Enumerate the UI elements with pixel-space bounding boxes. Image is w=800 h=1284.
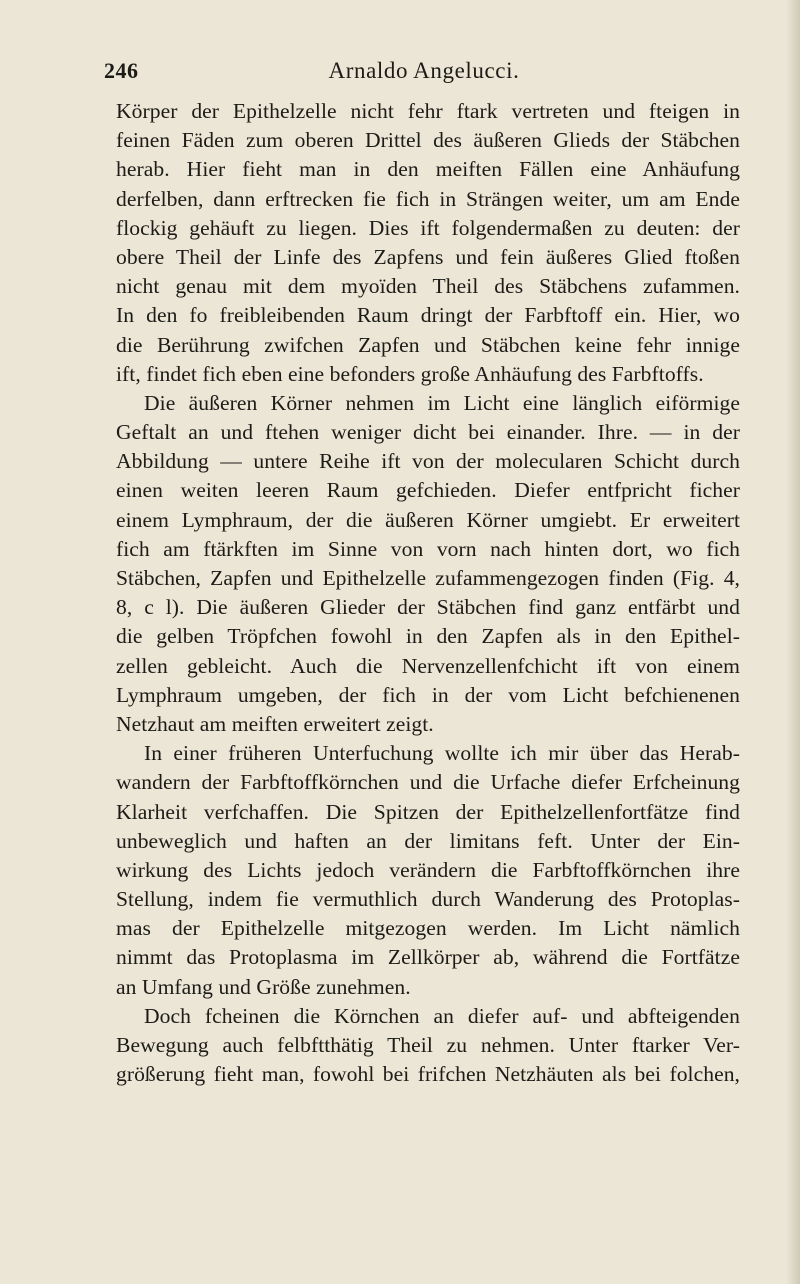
- text-line: zellen gebleicht. Auch die Nervenzellenfchicht ift von einem: [116, 653, 740, 678]
- text-line: wirkung des Lichts jedoch verändern die Farbftoffkörnchen ihre: [116, 857, 740, 882]
- text-line: einem Lymphraum, der die äußeren Körner umgiebt. Er erweitert: [116, 507, 740, 532]
- text-line: Stellung, indem fie vermuthlich durch Wanderung des Protoplas-: [116, 887, 740, 912]
- text-line: In einer früheren Unterfuchung wollte ich mir über das Herab-: [144, 741, 740, 766]
- text-line: an Umfang und Größe zunehmen.: [116, 974, 411, 999]
- body-text: [116, 97, 740, 1089]
- text-line: mas der Epithelzelle mitgezogen werden. Im Licht nämlich: [116, 916, 740, 941]
- text-line: Stäbchen, Zapfen und Epithelzelle zufammengezogen finden (Fig. 4,: [116, 566, 740, 590]
- text-line: Abbildung — untere Reihe ift von der molecularen Schicht durch: [116, 449, 740, 474]
- text-line: nicht genau mit dem myoïden Theil des Stäbchens zufammen.: [116, 274, 740, 299]
- text-line: nimmt das Protoplasma im Zellkörper ab, während die Fortfätze: [116, 945, 740, 970]
- text-line: obere Theil der Linfe des Zapfens und fein äußeres Glied ftoßen: [116, 244, 740, 269]
- page-header: [104, 58, 744, 88]
- page-number: 246: [104, 58, 139, 83]
- text-line: Geftalt an und ftehen weniger dicht bei einander. Ihre. — in der: [116, 420, 740, 445]
- text-line: herab. Hier fieht man in den meiften Fällen eine Anhäufung: [116, 157, 740, 182]
- text-line: ift, findet fich eben eine befonders große Anhäufung des Farbftoffs.: [116, 361, 704, 386]
- text-line: Körper der Epithelzelle nicht fehr ftark vertreten und fteigen in: [116, 99, 740, 123]
- text-line: feinen Fäden zum oberen Drittel des äußeren Glieds der Stäbchen: [116, 128, 740, 153]
- text-line: die Berührung zwifchen Zapfen und Stäbchen keine fehr innige: [116, 332, 740, 357]
- text-line: Klarheit verfchaffen. Die Spitzen der Epithelzellenfortfätze find: [116, 799, 740, 824]
- text-line: derfelben, dann erftrecken fie fich in Strängen weiter, um am Ende: [116, 186, 740, 211]
- text-line: fich am ftärkften im Sinne von vorn nach hinten dort, wo fich: [116, 536, 740, 561]
- text-line: größerung fieht man, fowohl bei frifchen Netzhäuten als bei folchen,: [116, 1062, 740, 1087]
- text-line: Die äußeren Körner nehmen im Licht eine länglich eiförmige: [144, 390, 740, 415]
- text-line: wandern der Farbftoffkörnchen und die Urfache diefer Erfcheinung: [116, 770, 740, 795]
- text-line: Lymphraum umgeben, der fich in der vom Licht befchienenen: [116, 682, 740, 707]
- text-line: 8, c l). Die äußeren Glieder der Stäbchen find ganz entfärbt und: [116, 595, 740, 620]
- text-line: Bewegung auch felbftthätig Theil zu nehmen. Unter ftarker Ver-: [116, 1033, 740, 1057]
- text-line: die gelben Tröpfchen fowohl in den Zapfen als in den Epithel-: [116, 624, 740, 649]
- page-edge-shadow: [786, 0, 800, 1284]
- text-line: Doch fcheinen die Körnchen an diefer auf- und abfteigenden: [144, 1003, 740, 1028]
- text-line: flockig gehäuft zu liegen. Dies ift folgendermaßen zu deuten: der: [116, 215, 740, 240]
- text-line: Netzhaut am meiften erweitert zeigt.: [116, 711, 434, 736]
- text-line: unbeweglich und haften an der limitans feft. Unter der Ein-: [116, 828, 740, 853]
- text-line: In den fo freibleibenden Raum dringt der Farbftoff ein. Hier, wo: [116, 303, 740, 328]
- running-head: Arnaldo Angelucci.: [328, 58, 520, 83]
- text-line: einen weiten leeren Raum gefchieden. Diefer entfpricht ficher: [116, 478, 740, 503]
